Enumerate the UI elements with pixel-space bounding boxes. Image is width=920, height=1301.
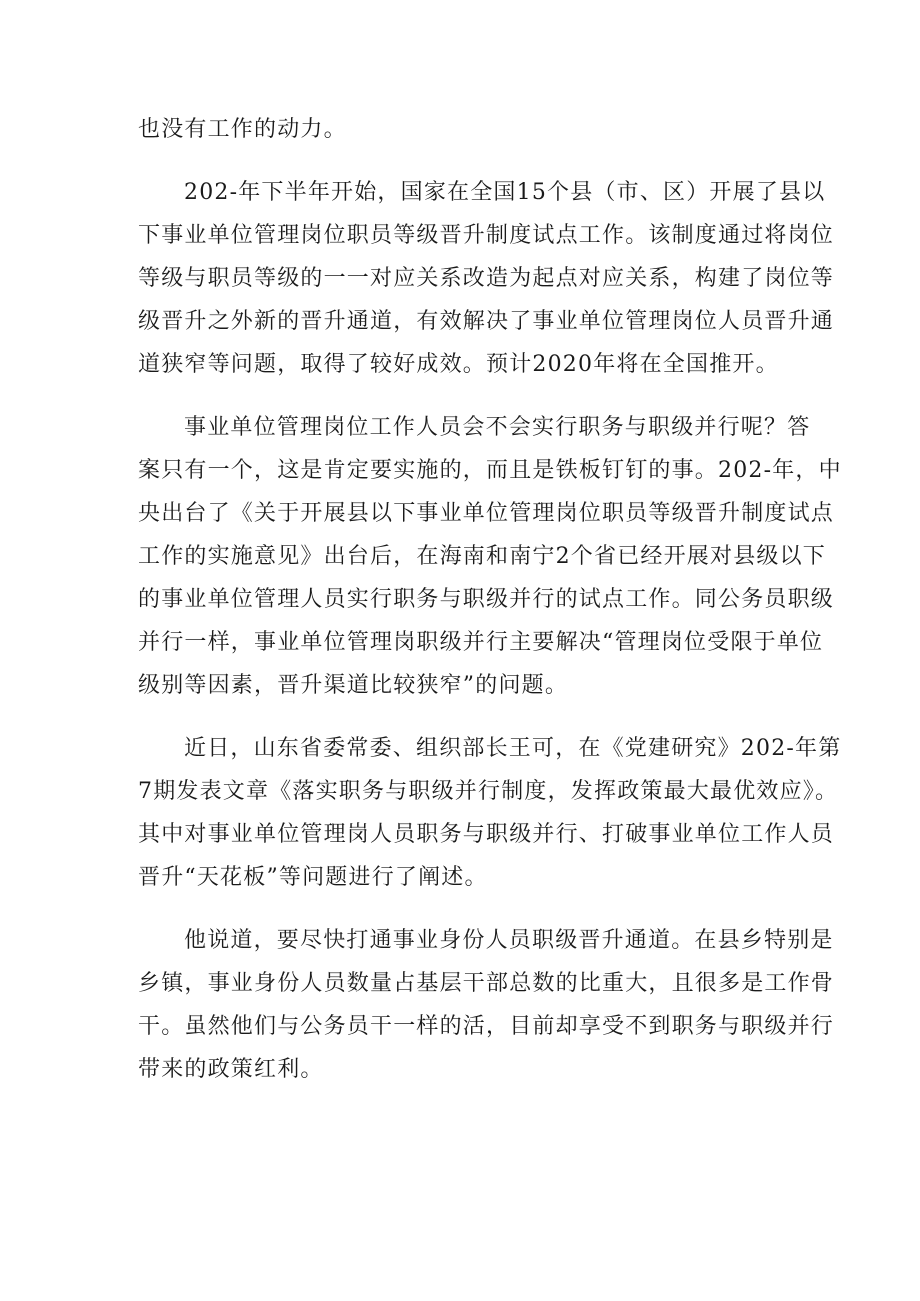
paragraph-article-reference xyxy=(138,727,842,899)
text-line: 也没有工作的动力。 xyxy=(138,117,347,142)
text-line: 晋升“天花板”等问题进行了阐述。 xyxy=(138,865,488,890)
text-line: 其中对事业单位管理岗人员职务与职级并行、打破事业单位工作人员 xyxy=(138,822,835,847)
paragraph-quote xyxy=(138,919,835,1091)
text-line: 道狭窄等问题，取得了较好成效。预计2020年将在全国推开。 xyxy=(138,352,779,377)
text-line: 近日，山东省委常委、组织部长王可，在《党建研究》202-年第 xyxy=(184,736,842,761)
text-line: 7期发表文章《落实职务与职级并行制度，发挥政策最大最优效应》。 xyxy=(138,779,839,804)
text-line: 下事业单位管理岗位职员等级晋升制度试点工作。该制度通过将岗位 xyxy=(138,223,835,248)
text-line: 案只有一个，这是肯定要实施的，而且是铁板钉钉的事。202-年，中 xyxy=(138,458,842,483)
text-line: 事业单位管理岗位工作人员会不会实行职务与职级并行呢？答 xyxy=(184,415,811,440)
text-line: 央出台了《关于开展县以下事业单位管理岗位职员等级晋升制度试点 xyxy=(138,501,835,526)
paragraph-continuation xyxy=(138,108,788,151)
text-line: 乡镇，事业身份人员数量占基层干部总数的比重大，且很多是工作骨 xyxy=(138,971,835,996)
text-line: 等级与职员等级的一一对应关系改造为起点对应关系，构建了岗位等 xyxy=(138,266,835,291)
text-line: 工作的实施意见》出台后，在海南和南宁2个省已经开展对县级以下 xyxy=(138,544,826,569)
text-line: 带来的政策红利。 xyxy=(138,1057,324,1082)
text-line: 并行一样，事业单位管理岗职级并行主要解决“管理岗位受限于单位 xyxy=(138,630,824,655)
text-line: 202-年下半年开始，国家在全国15个县（市、区）开展了县以 xyxy=(184,180,826,205)
text-line: 级别等因素，晋升渠道比较狭窄”的问题。 xyxy=(138,673,569,698)
text-line: 的事业单位管理人员实行职务与职级并行的试点工作。同公务员职级 xyxy=(138,587,835,612)
text-line: 级晋升之外新的晋升通道，有效解决了事业单位管理岗位人员晋升通 xyxy=(138,309,835,334)
document-body xyxy=(138,108,842,1111)
text-line: 干。虽然他们与公务员干一样的活，目前却享受不到职务与职级并行 xyxy=(138,1014,835,1039)
text-line: 他说道，要尽快打通事业身份人员职级晋升通道。在县乡特别是 xyxy=(184,928,834,953)
paragraph-implementation-question xyxy=(138,406,842,707)
paragraph-pilot-program xyxy=(138,171,835,386)
